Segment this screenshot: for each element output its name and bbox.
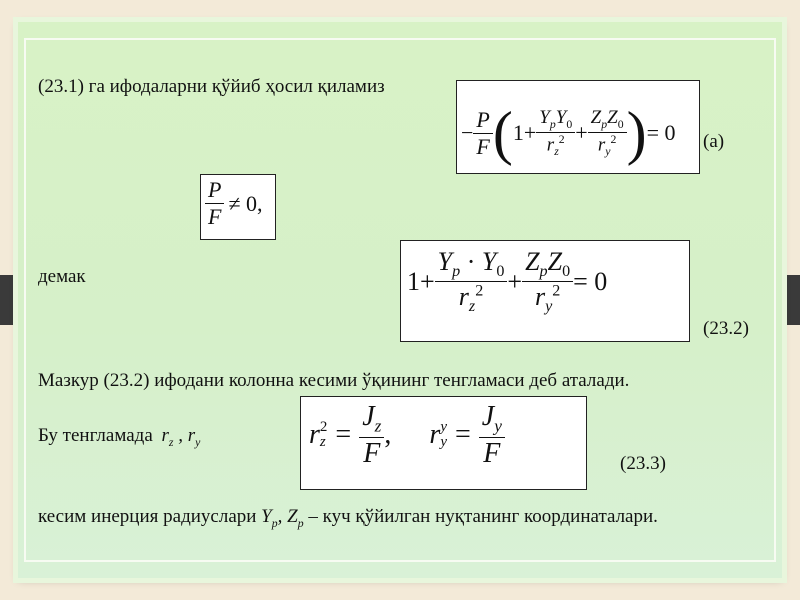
equation-a-box: − $\frac{P}{F}$ ( 1+ $\frac{Y_pY_0}{r_z^2}$ + $\frac{Z_pZ_0}{r_y^2}$ ) = 0	[456, 80, 700, 174]
last-line-end: – куч қўйилган нуқтанинг координаталари.	[308, 506, 658, 527]
label-a: (а)	[703, 131, 725, 152]
equation-23-2-box: 1+ $\frac{Y_p \cdot Y_0}{r_z^2}$ + $\frac{Z_pZ_0}{r_y^2}$ = 0	[400, 240, 690, 342]
label-23-3: (23.3)	[620, 453, 666, 474]
right-edge-marker	[782, 275, 800, 325]
hence-label: демак	[38, 266, 86, 287]
rz-ry-symbols: $r_z$ , $r_y$	[161, 425, 201, 449]
equation-23-3-box: r 2 z = $\frac{J_z}{F}$ , r y y = $\frac{J_y}{F}$	[300, 396, 587, 490]
label-23-2: (23.2)	[703, 318, 749, 339]
equation-pf-box: $\frac{P}{F}$ ≠ 0,	[200, 174, 276, 240]
in-equation-text: Бу тенгламада	[38, 425, 153, 446]
yp-zp-symbols: $Y_p$, $Z_p$	[261, 506, 304, 530]
left-edge-marker	[0, 275, 18, 325]
last-line	[38, 506, 658, 531]
last-line-start: кесим инерция радиуслари	[38, 506, 257, 527]
intro-line: (23.1) га ифодаларни қўйиб ҳосил қиламиз	[38, 76, 385, 97]
sentence-23-2: Мазкур (23.2) ифодани колонна кесими ўқининг тенгламаси деб аталади.	[38, 370, 630, 391]
in-equation-line	[38, 425, 200, 450]
